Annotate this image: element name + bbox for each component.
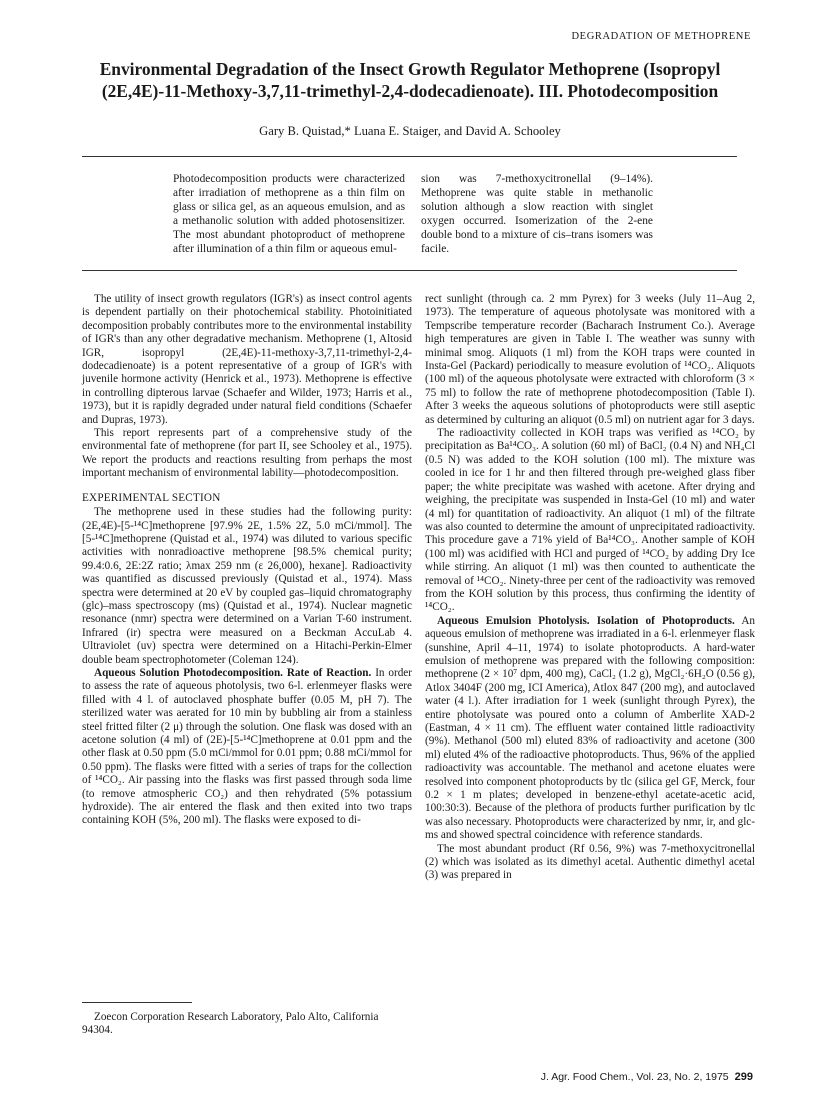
aqueous-solution-heading: Aqueous Solution Photodecomposition. Rate of Reaction.	[94, 666, 372, 679]
affiliation-footnote: Zoecon Corporation Research Laboratory, Palo Alto, California 94304.	[82, 1011, 379, 1037]
article-title: Environmental Degradation of the Insect Growth Regulator Methoprene (Isopropyl (2E,4E)-11-Methoxy-3,7,11-trimethyl-2,4-dodecadienoate). III. Photodecomposition	[99, 59, 721, 101]
running-header: DEGRADATION OF METHOPRENE	[571, 31, 751, 42]
experimental-paragraph: The methoprene used in these studies had the following purity: (2E,4E)-[5-¹⁴C]methoprene [97.9% 2E, 1.5% 2Z, 5.0 mCi/mmol]. The [5-¹⁴C]methoprene (Quistad et al., 1974) was diluted to various specific activities with nonradioactive methoprene [98.5% chemical purity; 99.4:0.6, 2E:2Z ratio; λmax 259 nm (ε 26,000), hexane]. Radioactivity was quantified as discussed previously (Quistad et al., 1974). Mass spectra were determined at 20 eV by coupled gas–liquid chromatography (glc)–mass spectroscopy (ms) (Quistad et al., 1974). Nuclear magnetic resonance (nmr) spectra were determined on a Varian T-60 instrument. Infrared (ir) spectra were measured on a Beckman AccuLab 4. Ultraviolet (uv) spectra were determined on a Hitachi-Perkin-Elmer double beam spectrophotometer (Coleman 124).	[82, 506, 412, 666]
intro-paragraph-2: This report represents part of a comprehensive study of the environmental fate of methoprene (for part II, see Schooley et al., 1975). We report the products and reactions resulting from perhaps the most important mechanism of environmental lability—photodecomposition.	[82, 427, 412, 480]
emulsion-text: An aqueous emulsion of methoprene was irradiated in a 6-l. erlenmeyer flask (sunshine, April 4–11, 1974) to isolate photoproducts. A hard-water emulsion of methoprene was prepared with the following composition: methoprene (2 × 10⁷ dpm, 400 mg), CaCl₂ (1.2 g), MgCl₂·6H₂O (0.56 g), Atlox 3404F (200 mg, ICI America), Atlox 847 (200 mg), and autoclaved water (4 l.). After irradiation for 1 week (sunlight through Pyrex), the entire photolysate was poured onto a column of Amberlite XAD-2 (Eastman, 4 × 11 cm). The effluent water contained little radioactivity (9%). Methanol (500 ml) eluted 83% of radioactivity and acetone (300 ml) eluted 4% of the radioactive photoproducts. Thus, 96% of the applied radioactivity was accountable. The methanol and acetone eluates were resolved into component photoproducts by tlc (silica gel GF, Merck, four 0.2 × 1 m plates; developed in benzene-ethyl acetate-acetic acid, 100:30:3). Because of the plethora of products further purification by tlc was also necessary. Photoproducts were characterized by nmr, ir, and glc-ms and showed spectral coincidence with reference standards.	[425, 614, 755, 842]
intro-paragraph-1: The utility of insect growth regulators (IGR's) as insect control agents is dependent partially on their photochemical stability. Photoinitiated decomposition probably contributes more to the environmental instability of IGR's than any other degradative mechanism. Methoprene (1, Altosid IGR, isopropyl (2E,4E)-11-methoxy-3,7,11-trimethyl-2,4-dodecadienoate) is a potent representative of a group of IGR's with juvenile hormone activity (Henrick et al., 1973). Methoprene is effective in controlling dipterous larvae (Schaefer and Wilder, 1973; Harris et al., 1973), but it is rapidly degraded under natural field conditions (Schaefer and Dupras, 1973).	[82, 293, 412, 426]
continued-paragraph: rect sunlight (through ca. 2 mm Pyrex) for 3 weeks (July 11–Aug 2, 1973). The temperature of aqueous photolysate was monitored with a Tempscribe temperature recorder (Bacharach Instrument Co.). Average high temperatures are given in Table I. The weather was sunny with minimal smog. Aliquots (1 ml) from the KOH traps were counted in Insta-Gel (Packard) periodically to measure evolution of ¹⁴CO₂. Aliquots (100 ml) of the aqueous photolysate were extracted with chloroform (3 × 75 ml) to follow the rate of methoprene photodecomposition (Table I). After 3 weeks the aqueous solutions of photoproducts were still aseptic as determined by culturing an aliquot (0.5 ml) on nutrient agar for 3 days.	[425, 293, 755, 426]
journal-citation: J. Agr. Food Chem., Vol. 23, No. 2, 1975	[540, 1071, 729, 1083]
left-column	[82, 293, 412, 828]
abstract-column-1: Photodecomposition products were characterized after irradiation of methoprene as a thin film on glass or silica gel, as an aqueous emulsion, and as a methanolic solution with added photosensitizer. The most abundant photoproduct of methoprene after illumination of a thin film or aqueous emul-	[173, 173, 405, 255]
aqueous-solution-paragraph	[82, 667, 412, 828]
right-column	[425, 293, 755, 883]
emulsion-paragraph	[425, 615, 755, 843]
experimental-section-heading: EXPERIMENTAL SECTION	[82, 491, 221, 504]
aqueous-solution-text: In order to assess the rate of aqueous photolysis, two 6-l. erlenmeyer flasks were filled with 4 l. of autoclaved phosphate buffer (0.05 M, pH 7). The sterilized water was aerated for 10 min by bubbling air from a stainless steel fritted filter (2 μ) through the solution. One flask was dosed with an acetone solution (4 ml) of (2E)-[5-¹⁴C]methoprene at 0.01 ppm and the other flask at 0.50 ppm (5.0 mCi/mmol for 0.01 ppm; 0.88 mCi/mmol for 0.50 ppm). The flasks were fitted with a series of traps for the collection of ¹⁴CO₂. Air passing into the flasks was first passed through soda lime (to remove atmospheric CO₂) and then rehydrated (5% potassium hydroxide). The air entered the flask and then exited into two traps containing KOH (5%, 200 ml). The flasks were exposed to di-	[82, 666, 412, 827]
abstract-column-2: sion was 7-methoxycitronellal (9–14%). Methoprene was quite stable in methanolic solution although a slow reaction with singlet oxygen occurred. Isomerization of the 2-ene double bond to a mixture of cis–trans isomers was facile.	[421, 173, 653, 255]
photoproduct-paragraph: The most abundant product (Rf 0.56, 9%) was 7-methoxycitronellal (2) which was isolated as its dimethyl acetal. Authentic dimethyl acetal (3) was prepared in	[425, 842, 755, 882]
footnote-rule	[82, 1002, 192, 1003]
radioactivity-paragraph: The radioactivity collected in KOH traps was verified as ¹⁴CO₂ by precipitation as Ba¹⁴CO₃. A solution (60 ml) of BaCl₂ (0.4 N) and NH₄Cl (0.5 N) was added to the KOH solution (100 ml). The mixture was cooled in ice for 1 hr and then filtered through pre-weighed glass fiber paper; the white precipitate was washed with acetone. After drying and weighing, the precipitate was suspended in Insta-Gel (10 ml) and water (4 ml) for quantitation of radioactivity. An aliquot (1 ml) of the filtrate was also counted to determine the amount of unprecipitated radioactivity. This procedure gave a 71% yield of Ba¹⁴CO₃. Another sample of KOH (100 ml) was acidified with HCl and purged of ¹⁴CO₂ by adding Dry Ice while stirring. An aliquot (1 ml) was then counted to authenticate the removal of ¹⁴CO₂. Ninety-three per cent of the radioactivity was removed from the KOH solution by this process, thus confirming the identity of ¹⁴CO₂.	[425, 427, 755, 614]
page-footer	[541, 1071, 753, 1083]
abstract-bottom-rule	[82, 270, 737, 271]
abstract-top-rule	[82, 156, 737, 157]
page-number: 299	[734, 1071, 753, 1083]
author-list: Gary B. Quistad,* Luana E. Staiger, and David A. Schooley	[259, 124, 561, 138]
emulsion-heading: Aqueous Emulsion Photolysis. Isolation of Photoproducts.	[437, 614, 735, 627]
